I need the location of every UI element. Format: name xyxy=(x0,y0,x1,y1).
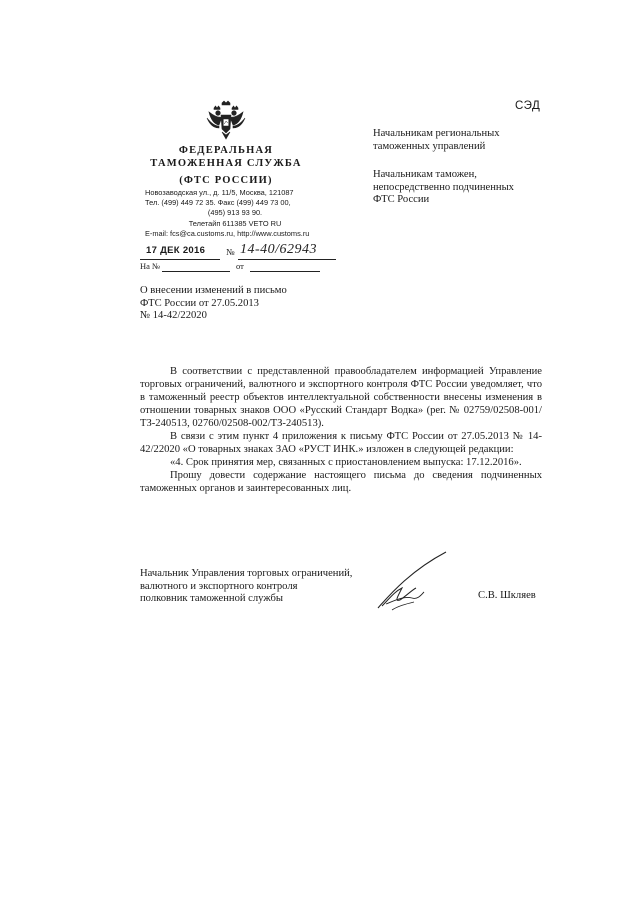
body-paragraph-4: Прошу довести содержание настоящего письма до сведения подчиненных таможенных органов и заинтересованных лиц. xyxy=(140,470,542,494)
letter-date-stamp: 17 ДЕК 2016 xyxy=(146,245,206,256)
reference-number-blank xyxy=(162,271,230,272)
addressee-regional xyxy=(373,128,573,153)
agency-contacts xyxy=(145,188,345,239)
signatory-position-line-3: полковник таможенной службы xyxy=(140,593,284,604)
agency-name xyxy=(128,144,324,187)
contact-teletype: Телетайп 611385 VETO RU xyxy=(188,218,282,228)
contact-email-web: E-mail: fcs@ca.customs.ru, http://www.customs.ru xyxy=(145,228,310,238)
reference-line xyxy=(140,260,340,274)
contact-phone-fax: Тел. (499) 449 72 35. Факс (499) 449 73 00, xyxy=(145,198,291,208)
signatory-position xyxy=(140,568,400,606)
addressee-customs-line-2: непосредственно подчиненных xyxy=(373,181,514,193)
addressee-customs-line-1: Начальникам таможен, xyxy=(373,169,477,180)
agency-name-line-2: ТАМОЖЕННАЯ СЛУЖБА xyxy=(150,158,302,169)
body-paragraph-2: В связи с этим пункт 4 приложения к письму ФТС России от 27.05.2013 № 14-42/22020 «О товарных знаках ЗАО «РУСТ ИНК.» изложен в следующей редакции: xyxy=(140,431,542,455)
addressee-regional-line-1: Начальникам региональных xyxy=(373,128,500,139)
sed-mark: СЭД xyxy=(515,100,541,112)
handwritten-signature xyxy=(372,548,450,612)
signatory-name: С.В. Шкляев xyxy=(478,590,536,601)
signatory-position-line-1: Начальник Управления торговых ограничений, xyxy=(140,568,353,579)
letter-subject xyxy=(140,285,360,323)
subject-line-2: ФТС России от 27.05.2013 xyxy=(140,297,259,309)
agency-short-name: (ФТС РОССИИ) xyxy=(179,175,273,186)
addressee-regional-line-2: таможенных управлений xyxy=(373,140,486,152)
number-sign: № xyxy=(226,247,235,257)
letter-body xyxy=(140,365,542,495)
subject-line-3: № 14-42/22020 xyxy=(140,310,207,321)
double-headed-eagle-emblem-icon xyxy=(205,100,247,142)
reference-date-label: от xyxy=(236,261,244,271)
subject-line-1: О внесении изменений в письмо xyxy=(140,285,287,296)
signatory-position-line-2: валютного и экспортного контроля xyxy=(140,580,298,592)
body-paragraph-1: В соответствии с представленной правообладателем информацией Управление торговых ограничений, валютного и экспортного контроля ФТС России уведомляет, что в таможенный реестр объектов интеллектуальной собственности внесены изменения в отношении товарных знаков ООО «Русский Стандарт Водка» (рег. № 02759/02508-001/ТЗ-240513, 02760/02508-002/ТЗ-240513). xyxy=(140,366,542,429)
letter-number-handwritten: 14-40/62943 xyxy=(240,242,318,257)
contact-address: Новозаводская ул., д. 11/5, Москва, 121087 xyxy=(145,188,294,197)
addressee-customs xyxy=(373,169,573,207)
contact-phone-2: (495) 913 93 90. xyxy=(207,208,263,218)
reference-number-label: На № xyxy=(140,261,161,271)
agency-name-line-1: ФЕДЕРАЛЬНАЯ xyxy=(178,145,274,156)
addressee-customs-line-3: ФТС России xyxy=(373,194,430,205)
reference-date-blank xyxy=(250,271,320,272)
body-paragraph-3: «4. Срок принятия мер, связанных с приостановлением выпуска: 17.12.2016». xyxy=(170,457,522,468)
